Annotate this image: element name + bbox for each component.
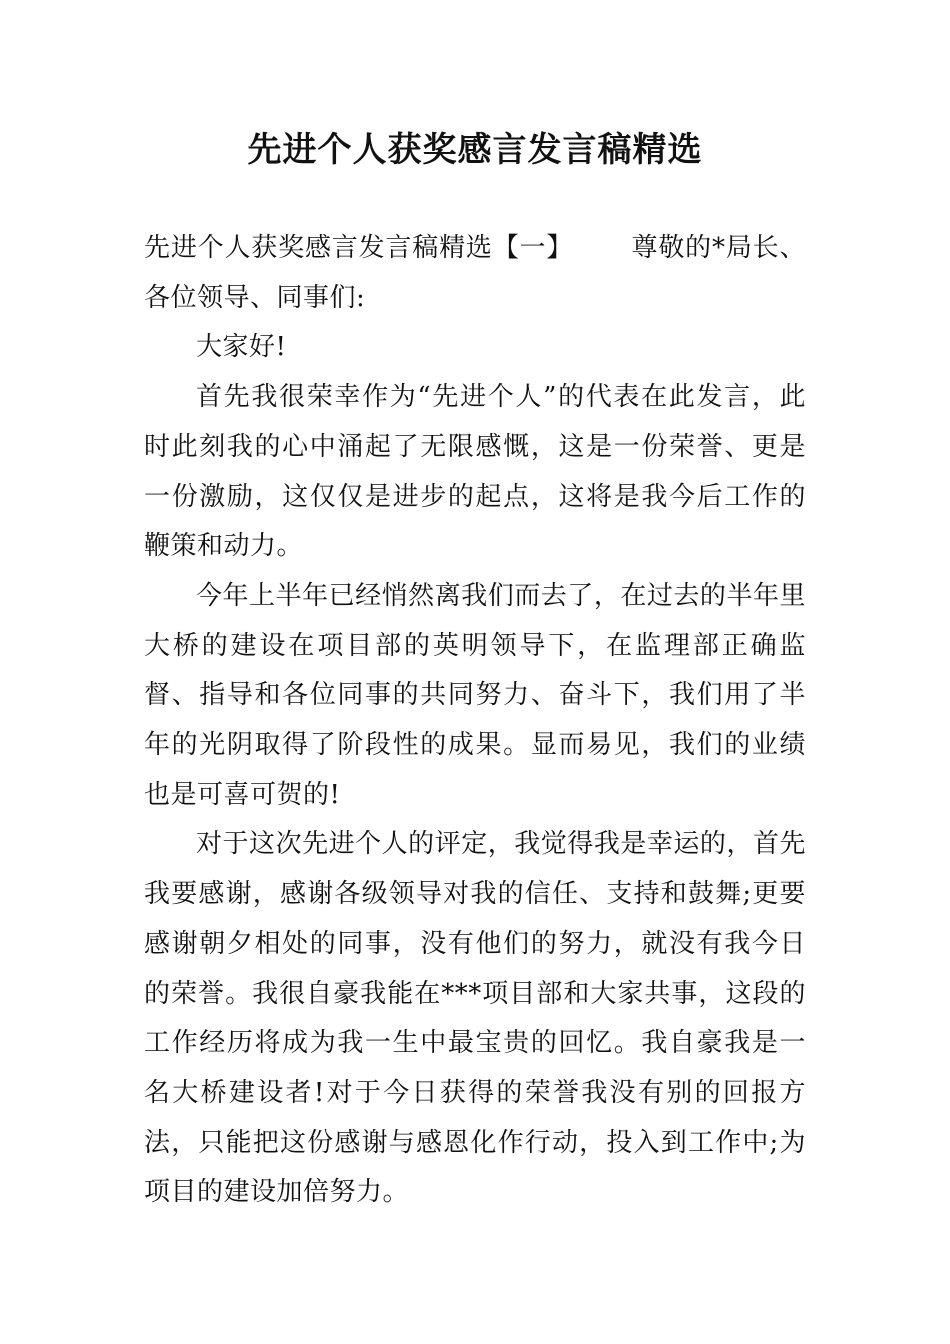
salutation: 尊敬的*局长、各位领导、同事们: [144, 233, 806, 313]
paragraph-achievements: 今年上半年已经悄然离我们而去了，在过去的半年里大桥的建设在项目部的英明领导下，在监理部正确监督、指导和各位同事的共同努力、奋斗下，我们用了半年的光阴取得了阶段性的成果。显而易见，我们的业绩也是可喜可贺的! [144, 580, 806, 810]
opening-line [144, 224, 806, 323]
section-heading: 先进个人获奖感言发言稿精选【一】 [144, 233, 574, 263]
paragraph-greeting: 大家好! [196, 332, 287, 363]
document-body [144, 224, 806, 1218]
paragraph-thanks: 对于这次先进个人的评定，我觉得我是幸运的，首先我要感谢，感谢各级领导对我的信任、支持和鼓舞;更要感谢朝夕相处的同事，没有他们的努力，就没有我今日的荣誉。我很自豪我能在***项目部和大家共事，这段的工作经历将成为我一生中最宝贵的回忆。我自豪我是一名大桥建设者!对于今日获得的荣誉我没有别的回报方法，只能把这份感谢与感恩化作行动，投入到工作中;为项目的建设加倍努力。 [144, 829, 806, 1208]
paragraph-honor: 首先我很荣幸作为“先进个人”的代表在此发言，此时此刻我的心中涌起了无限感慨，这是一份荣誉、更是一份激励，这仅仅是进步的起点，这将是我今后工作的鞭策和动力。 [144, 382, 806, 562]
document-title: 先进个人获奖感言发言稿精选 [247, 130, 703, 170]
